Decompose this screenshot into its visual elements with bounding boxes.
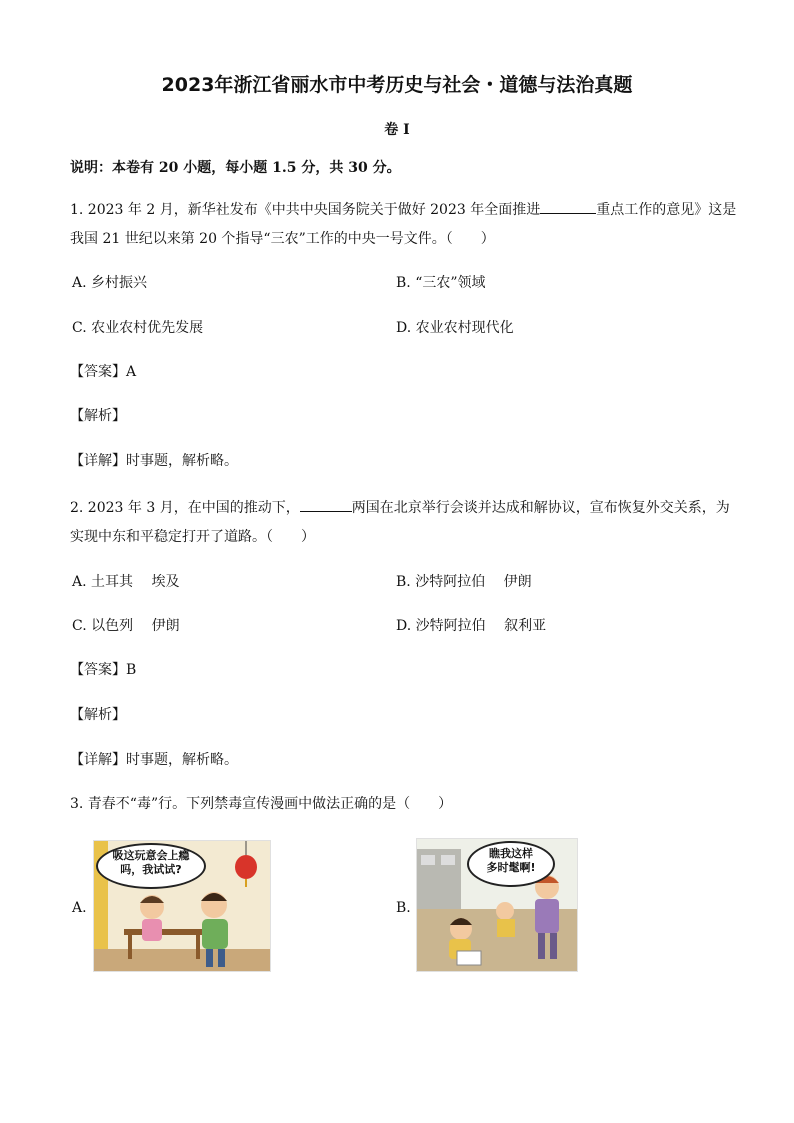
speech-bubble-a <box>96 843 206 889</box>
question-1-analysis-label: 【解析】 <box>70 408 126 424</box>
detail-label: 【详解】 <box>70 752 126 768</box>
question-2-option-c: C. 以色列 伊朗 <box>72 618 180 634</box>
speech-bubble-a-line2: 吗，我试试? <box>120 863 182 876</box>
question-1-option-d: D. 农业农村现代化 <box>396 320 514 336</box>
question-2-answer <box>70 660 136 680</box>
answer-label: 【答案】 <box>70 364 126 380</box>
question-2-stem-part-a: 2. 2023 年 3 月，在中国的推动下， <box>70 500 300 516</box>
answer-value: A <box>126 364 137 380</box>
question-2-option-d: D. 沙特阿拉伯 叙利亚 <box>396 618 547 634</box>
question-2-detail <box>70 750 238 770</box>
answer-value: B <box>126 662 137 678</box>
question-2-stem-line1 <box>70 497 730 518</box>
speech-bubble-b-line2: 多时髦啊! <box>486 861 536 874</box>
detail-text: 时事题，解析略。 <box>126 752 238 768</box>
section-heading: 卷 I <box>384 122 410 138</box>
question-1-answer <box>70 362 136 382</box>
question-1-option-c: C. 农业农村优先发展 <box>72 320 204 336</box>
question-1-stem-line1 <box>70 199 736 220</box>
question-1-option-b: B. “三农”领域 <box>396 275 486 291</box>
document-title: 2023年浙江省丽水市中考历史与社会・道德与法治真题 <box>161 74 633 96</box>
speech-bubble-a-line1: 吸这玩意会上瘾 <box>112 849 190 862</box>
speech-bubble-b <box>467 841 555 887</box>
question-2-stem-line2: 实现中东和平稳定打开了道路。（ ） <box>70 529 315 545</box>
question-3-stem: 3. 青春不“毒”行。下列禁毒宣传漫画中做法正确的是（ ） <box>70 796 453 812</box>
question-1-stem-line2: 我国 21 世纪以来第 20 个指导“三农”工作的中央一号文件。（ ） <box>70 231 495 247</box>
question-2-option-b: B. 沙特阿拉伯 伊朗 <box>396 574 532 590</box>
detail-label: 【详解】 <box>70 453 126 469</box>
speech-bubble-b-line1: 瞧我这样 <box>489 847 533 860</box>
question-2-option-a: A. 土耳其 埃及 <box>72 574 180 590</box>
question-2-analysis-label: 【解析】 <box>70 707 126 723</box>
question-1-stem-part-b: 重点工作的意见》这是 <box>596 202 737 218</box>
cartoon-b-image <box>416 838 578 972</box>
detail-text: 时事题，解析略。 <box>126 453 238 469</box>
question-1-option-a: A. 乡村振兴 <box>72 275 148 291</box>
question-1-stem-part-a: 1. 2023 年 2 月，新华社发布《中共中央国务院关于做好 2023 年全面推进 <box>70 202 541 218</box>
question-3-option-b-label: B. <box>396 900 411 916</box>
question-1-detail <box>70 451 238 471</box>
answer-label: 【答案】 <box>70 662 126 678</box>
question-2-stem-part-b: 两国在北京举行会谈并达成和解协议，宣布恢复外交关系，为 <box>351 500 730 516</box>
cartoon-a-image <box>93 840 271 972</box>
question-2-blank <box>300 497 352 512</box>
question-3-option-a-label: A. <box>72 900 87 916</box>
question-1-blank <box>540 199 596 214</box>
instruction-text: 说明：本卷有 20 小题，每小题 1.5 分，共 30 分。 <box>70 160 401 176</box>
